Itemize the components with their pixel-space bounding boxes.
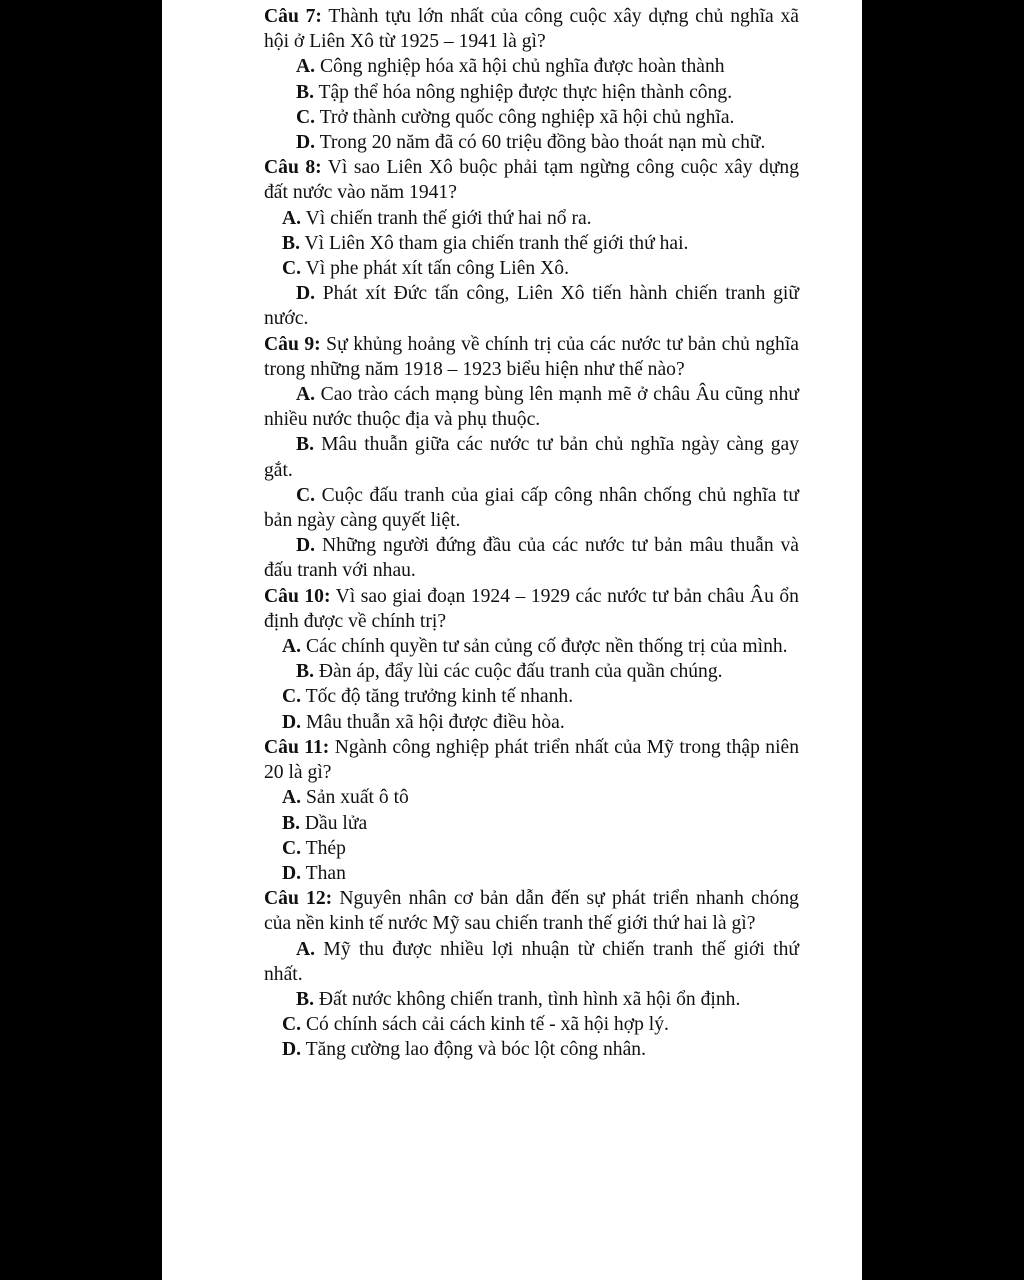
option-text: Vì chiến tranh thế giới thứ hai nổ ra. xyxy=(301,207,592,229)
question-9-option-b xyxy=(264,432,799,482)
question-7-option-c xyxy=(264,105,799,130)
question-number: Câu 7: xyxy=(264,6,322,27)
question-9-option-c xyxy=(264,483,799,533)
option-letter: B. xyxy=(296,81,314,103)
question-7-stem xyxy=(264,4,799,54)
question-9-stem xyxy=(264,332,799,382)
question-9 xyxy=(264,332,799,584)
question-text: Vì sao giai đoạn 1924 – 1929 các nước tư bản châu Âu ổn định được về chính trị? xyxy=(264,585,799,632)
question-8-option-a xyxy=(264,206,799,231)
option-letter: D. xyxy=(282,711,302,733)
option-text: Than xyxy=(301,862,346,884)
option-text: Công nghiệp hóa xã hội chủ nghĩa được hoàn thành xyxy=(315,56,725,78)
option-letter: B. xyxy=(282,812,300,834)
question-10-option-c xyxy=(264,684,799,709)
option-letter: C. xyxy=(282,258,302,280)
option-text: Có chính sách cải cách kinh tế - xã hội hợp lý. xyxy=(301,1014,669,1036)
question-12-option-d xyxy=(264,1037,799,1062)
option-text: Mâu thuẫn giữa các nước tư bản chủ nghĩa ngày càng gay gắt. xyxy=(264,434,799,481)
option-text: Vì Liên Xô tham gia chiến tranh thế giới thứ hai. xyxy=(299,232,689,254)
question-8-stem xyxy=(264,155,799,205)
option-letter: C. xyxy=(282,837,302,859)
question-12-option-b xyxy=(264,987,799,1012)
option-text: Tốc độ tăng trưởng kinh tế nhanh. xyxy=(301,686,574,708)
question-12 xyxy=(264,886,799,1062)
option-letter: A. xyxy=(296,938,316,960)
question-number: Câu 10: xyxy=(264,585,331,607)
option-text: Trở thành cường quốc công nghiệp xã hội chủ nghĩa. xyxy=(315,106,735,128)
option-letter: D. xyxy=(282,862,302,884)
question-8-option-b xyxy=(264,231,799,256)
option-letter: B. xyxy=(282,232,300,254)
question-list xyxy=(264,4,799,1063)
question-7-option-a xyxy=(264,54,799,79)
option-text: Mỹ thu được nhiều lợi nhuận từ chiến tranh thế giới thứ nhất. xyxy=(264,938,799,985)
question-11-option-c xyxy=(264,836,799,861)
option-text: Các chính quyền tư sản củng cố được nền thống trị của mình. xyxy=(301,636,788,658)
question-9-option-a xyxy=(264,382,799,432)
option-text: Đàn áp, đẩy lùi các cuộc đấu tranh của quần chúng. xyxy=(313,661,723,683)
question-text: Thành tựu lớn nhất của công cuộc xây dựng chủ nghĩa xã hội ở Liên Xô từ 1925 – 1941 là gì? xyxy=(264,6,799,53)
option-text: Sản xuất ô tô xyxy=(301,787,409,809)
question-text: Ngành công nghiệp phát triển nhất của Mỹ trong thập niên 20 là gì? xyxy=(264,736,800,784)
question-8-option-c xyxy=(264,256,799,281)
question-number: Câu 9: xyxy=(264,333,321,355)
option-letter: D. xyxy=(296,535,316,557)
question-9-option-d xyxy=(264,533,799,583)
question-12-stem xyxy=(264,886,799,936)
question-7-option-b xyxy=(264,80,799,105)
question-11-option-d xyxy=(264,861,799,886)
option-text: Thép xyxy=(301,837,346,859)
option-letter: A. xyxy=(282,636,302,658)
question-10-option-b xyxy=(264,659,799,684)
option-letter: D. xyxy=(296,283,316,305)
option-letter: A. xyxy=(282,207,302,229)
option-letter: D. xyxy=(282,1039,302,1061)
question-10-option-d xyxy=(264,710,799,735)
option-text: Cao trào cách mạng bùng lên mạnh mẽ ở châu Âu cũng như nhiều nước thuộc địa và phụ thuộc. xyxy=(264,384,799,431)
question-number: Câu 8: xyxy=(264,157,322,179)
question-number: Câu 11: xyxy=(264,736,330,758)
option-letter: B. xyxy=(296,434,314,456)
question-10-stem xyxy=(264,584,799,634)
option-text: Cuộc đấu tranh của giai cấp công nhân chống chủ nghĩa tư bản ngày càng quyết liệt. xyxy=(264,484,799,532)
question-8-option-d xyxy=(264,281,799,331)
question-11-option-a xyxy=(264,785,799,810)
option-letter: C. xyxy=(282,1014,302,1036)
option-letter: C. xyxy=(296,484,316,506)
question-7 xyxy=(264,4,799,155)
question-text: Nguyên nhân cơ bản dẫn đến sự phát triển nhanh chóng của nền kinh tế nước Mỹ sau chiến tranh thế giới thứ hai là gì? xyxy=(264,888,799,935)
option-text: Những người đứng đầu của các nước tư bản mâu thuẫn và đấu tranh với nhau. xyxy=(264,535,799,582)
question-text: Vì sao Liên Xô buộc phải tạm ngừng công cuộc xây dựng đất nước vào năm 1941? xyxy=(264,157,799,204)
question-11-stem xyxy=(264,735,799,785)
question-10-option-a xyxy=(264,634,799,659)
question-12-option-a xyxy=(264,937,799,987)
question-11 xyxy=(264,735,799,886)
option-letter: B. xyxy=(296,661,314,683)
option-letter: A. xyxy=(282,787,302,809)
question-7-option-d xyxy=(264,130,799,155)
question-number: Câu 12: xyxy=(264,888,333,910)
question-text: Sự khủng hoảng về chính trị của các nước tư bản chủ nghĩa trong những năm 1918 – 1923 biểu hiện như thế nào? xyxy=(264,333,799,380)
option-letter: A. xyxy=(296,56,316,78)
question-12-option-c xyxy=(264,1012,799,1037)
question-8 xyxy=(264,155,799,331)
question-11-option-b xyxy=(264,811,799,836)
option-letter: C. xyxy=(282,686,302,708)
option-text: Mâu thuẫn xã hội được điều hòa. xyxy=(301,711,565,733)
document-page xyxy=(162,0,862,1280)
option-text: Tăng cường lao động và bóc lột công nhân. xyxy=(301,1039,646,1061)
option-text: Phát xít Đức tấn công, Liên Xô tiến hành chiến tranh giữ nước. xyxy=(264,283,799,330)
option-text: Vì phe phát xít tấn công Liên Xô. xyxy=(301,258,569,280)
option-letter: B. xyxy=(296,988,314,1010)
option-letter: A. xyxy=(296,384,316,406)
option-letter: C. xyxy=(296,106,316,128)
option-text: Đất nước không chiến tranh, tình hình xã hội ổn định. xyxy=(313,988,741,1010)
question-10 xyxy=(264,584,799,735)
option-text: Trong 20 năm đã có 60 triệu đồng bào thoát nạn mù chữ. xyxy=(315,132,766,154)
option-text: Dầu lửa xyxy=(299,812,368,834)
option-letter: D. xyxy=(296,132,316,154)
option-text: Tập thể hóa nông nghiệp được thực hiện thành công. xyxy=(313,81,733,103)
